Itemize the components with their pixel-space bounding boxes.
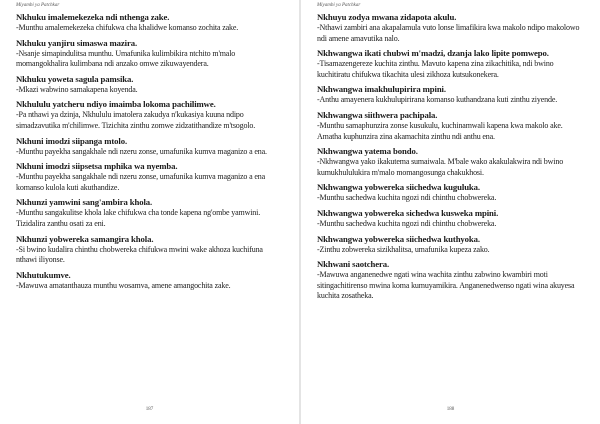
proverb-definition: -Munthu sangakulitse khola lake chifukwa cha tonde kapena ng'ombe yamwini. Tizidalira zanthu osati za eni.: [16, 208, 261, 228]
proverb-entry: [16, 12, 285, 34]
proverb-entry: [16, 161, 285, 193]
proverb-entry: [16, 99, 285, 131]
proverb-entry: [16, 38, 285, 70]
entry-list: [317, 12, 586, 302]
proverb-entry: [16, 197, 285, 229]
proverb-entry: [16, 74, 285, 96]
proverb-entry: [317, 84, 586, 106]
proverb-entry: [317, 259, 586, 302]
proverb-headword: Nkhuni imodzi siipanga mtolo.: [16, 135, 128, 146]
proverb-entry: [317, 110, 586, 142]
proverb-entry: [16, 270, 285, 292]
proverb-entry: [317, 146, 586, 178]
proverb-entry: [317, 12, 586, 44]
proverb-definition: -Anthu amayenera kukhulupirirana komanso kuthandzana kuti zinthu ziyende.: [317, 95, 558, 105]
proverb-definition: -Munthu payekha sangakhale ndi nzeru zonse, umafunika kumva maganizo a ena komanso kulola kuti akuthandize.: [16, 172, 266, 192]
proverb-headword: Nkhuyu zodya mwana zidapota akulu.: [317, 12, 457, 22]
proverb-definition: -Mkazi wabwino samakapena koyenda.: [16, 84, 138, 94]
proverb-definition: -Munthu samaphunzira zonse kusukulu, kuchinamwali kapena kwa makolo ake. Amatha kuphunzira zina akamachita zinthu ndi anthu ena.: [317, 120, 563, 141]
entry-list: [16, 12, 285, 291]
proverb-headword: Nkhuku yanjiru simaswa mazira.: [16, 37, 138, 48]
proverb-headword: Nkhwangwa yatema bondo.: [317, 146, 418, 157]
proverb-definition: -Nkhwangwa yako ikakutema sumaiwala. M'bale wako akakulakwira ndi bwino kumukhululukira m'malo momangosunga chakukhosi.: [317, 157, 564, 177]
proverb-headword: Nkhuku yoweta sagula pamsika.: [16, 73, 134, 84]
proverb-headword: Nkhuku imalemekezeka ndi nthenga zake.: [16, 12, 170, 22]
proverb-entry: [317, 208, 586, 230]
proverb-headword: Nkhwangwa yobwereka siichedwa kuthyoka.: [317, 233, 480, 244]
proverb-headword: Nkhululu yatcheru ndiyo imaimba lokoma pachilimwe.: [16, 99, 216, 110]
proverb-headword: Nkhutukumve.: [16, 269, 71, 280]
proverb-entry: [16, 234, 285, 266]
proverb-entry: [317, 48, 586, 80]
proverb-definition: -Munthu sachedwa kuchita ngozi ndi chinthu chobwereka.: [317, 218, 497, 228]
page-number: 188: [446, 407, 455, 412]
left-page: [0, 0, 299, 424]
proverb-headword: Nkhwangwa yobwereka sichedwa kusweka mpini.: [317, 207, 499, 218]
proverb-headword: Nkhunzi yamwini sang'ambira khola.: [16, 197, 153, 208]
proverb-definition: -Zinthu zobwereka sizikhalitsa, umafunika kupeza zako.: [317, 244, 490, 254]
proverb-definition: -Nsanje simapindulitsa munthu. Umafunika kulimbikira ntchito m'malo momangokhalira kulimbana ndi anzako omwe zikuwayendera.: [16, 48, 236, 69]
proverb-definition: -Si bwino kudalira chinthu chobwereka chifukwa mwini wake akhoza kuchifuna nthawi iliyonse.: [16, 244, 263, 265]
proverb-headword: Nkhwangwa siithwera pachipala.: [317, 109, 438, 120]
running-head: Miyambi ya Patchkar: [16, 3, 60, 8]
proverb-definition: -Munthu sachedwa kuchita ngozi ndi chinthu chobwereka.: [317, 193, 497, 203]
right-page: [301, 0, 600, 424]
running-head: Miyambi ya Patchkar: [317, 3, 361, 8]
proverb-headword: Nkhunzi yobwereka samangira khola.: [16, 233, 154, 244]
proverb-headword: Nkhwani saotchera.: [317, 259, 390, 270]
proverb-definition: -Mawuwa amatanthauza munthu wosamva, amene amangochita zake.: [16, 280, 231, 290]
proverb-definition: -Tisamazengereze kuchita zinthu. Mavuto kapena zina zikachitika, ndi bwino kuchitiratu chifukwa tikachita ulesi zikhoza kutsukonekera.: [317, 59, 554, 79]
proverb-definition: -Pa nthawi ya dzinja, Nkhululu imatolera zakudya n'kukasiya kuuna ndipo simadzavutika m'chilimwe. Tizichita zinthu zomwe zidzatithandize m'tsogolo.: [16, 110, 256, 130]
proverb-headword: Nkhwangwa ikati chubwi m'madzi, dzanja lako lipite pomwepo.: [317, 48, 549, 59]
proverb-headword: Nkhuni imodzi siipsetsa mphika wa nyemba.: [16, 161, 178, 172]
page-number: 187: [145, 407, 154, 412]
proverb-definition: -Mawuwa anganenedwe ngati wina wachita zinthu zabwino kwambiri moti sitingachitirenso mwina koma kumuyamikira. Anganenedwenso ngati wina akuyesa kuchita zosatheka.: [317, 270, 575, 301]
proverb-entry: [317, 234, 586, 256]
proverb-entry: [16, 136, 285, 158]
proverb-definition: -Munthu payekha sangakhale ndi nzeru zonse, umafunika kumva maganizo a ena.: [16, 146, 267, 156]
proverb-entry: [317, 182, 586, 204]
proverb-definition: -Nthawi zambiri ana akapalamula vuto lonse limafikira kwa makolo ndipo makolowo ndi amene amavutika nalo.: [317, 23, 580, 43]
proverb-headword: Nkhwangwa imakhulupirira mpini.: [317, 84, 446, 95]
proverb-definition: -Munthu amalemekezeka chifukwa cha khalidwe komanso zochita zake.: [16, 23, 239, 32]
proverb-headword: Nkhwangwa yobwereka siichedwa kuguluka.: [317, 182, 480, 193]
